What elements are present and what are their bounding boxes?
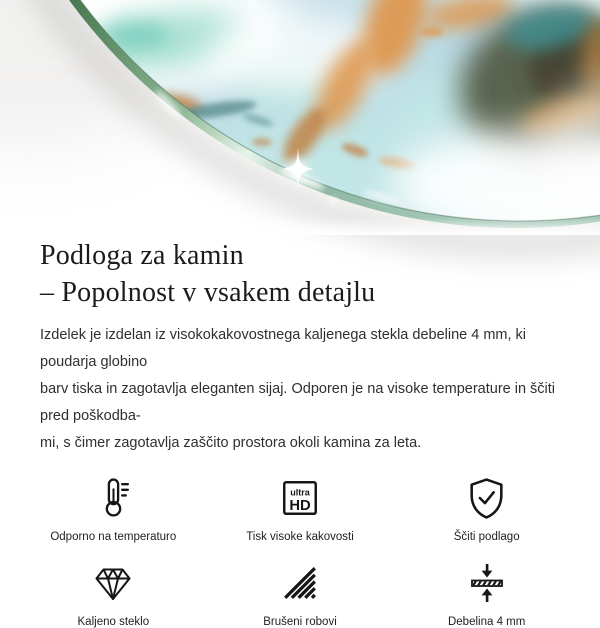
thermometer-icon: [91, 475, 136, 521]
page-title-line2: – Popolnost v vsakem detajlu: [40, 277, 376, 308]
thickness-4mm-icon: [465, 560, 509, 606]
feature-label: Odporno na temperaturo: [50, 531, 177, 543]
feature-label: Brušeni robovi: [263, 616, 337, 628]
page-title-line1: Podloga za kamin: [40, 240, 244, 271]
feature-label: Debelina 4 mm: [447, 616, 526, 628]
description-line: barv tiska in zagotavlja eleganten sijaj. Odporen je na visoke temperature in ščiti pred poškodba-: [40, 381, 556, 424]
feature-item-polished-edges: [207, 560, 394, 628]
description-line: Izdelek je izdelan iz visokokakovostnega kaljenega stekla debeline 4 mm, ki poudarja globino: [40, 327, 527, 370]
feature-item-print-quality: [207, 475, 394, 543]
ultra-hd-text-bottom: HD: [289, 497, 311, 514]
description-line: mi, s čimer zagotavlja zaščito prostora okoli kamina za leta.: [40, 435, 422, 451]
hero-image: [0, 0, 600, 235]
feature-item-thickness: [393, 560, 580, 628]
feature-grid: [20, 475, 580, 628]
feature-item-tempered-glass: [20, 560, 207, 628]
product-description: [40, 322, 560, 457]
feature-label: Kaljeno steklo: [77, 616, 150, 628]
ultra-hd-text-top: ultra: [290, 487, 310, 498]
feature-label: Tisk visoke kakovosti: [246, 531, 354, 543]
feature-label: Ščiti podlago: [453, 531, 520, 543]
feature-item-protects-surface: [393, 475, 580, 543]
shield-check-icon: [464, 475, 509, 521]
diamond-icon: [91, 560, 135, 606]
ultra-hd-icon: [279, 475, 321, 521]
brushed-edges-icon: [279, 560, 321, 606]
feature-item-temperature: [20, 475, 207, 543]
